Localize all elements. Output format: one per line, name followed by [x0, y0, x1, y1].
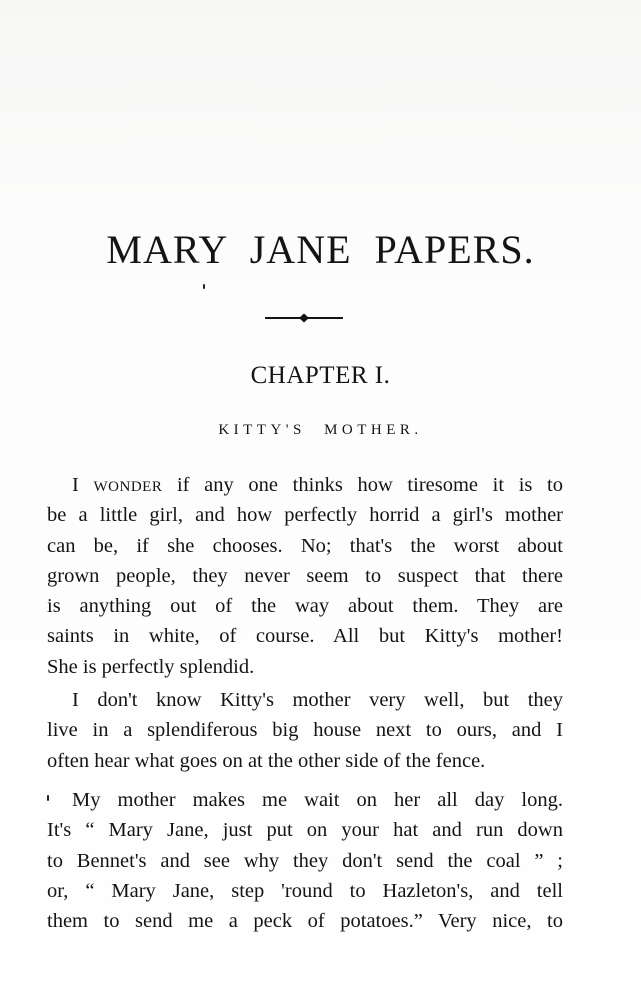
- text-line: I don't know Kitty's mother very well, but they: [72, 689, 563, 711]
- chapter-heading: CHAPTER I.: [250, 362, 391, 389]
- text-line: is anything out of the way about them. They are: [47, 595, 563, 618]
- paragraph-1: [47, 470, 563, 682]
- chapter-subtitle: KITTY'S MOTHER.: [218, 422, 423, 438]
- text-line: saints in white, of course. All but Kitty's mother!: [47, 625, 563, 648]
- paragraph-2: [47, 685, 563, 776]
- text-line: It's “ Mary Jane, just put on your hat and run down: [47, 819, 563, 842]
- text-line: can be, if she chooses. No; that's the worst about: [47, 534, 563, 557]
- text-line: be a little girl, and how perfectly horrid a girl's mother: [47, 504, 563, 527]
- drop-word: I: [72, 474, 79, 496]
- text-line: or, “ Mary Jane, step 'round to Hazleton's, and tell: [47, 879, 563, 902]
- small-caps-word: WONDER: [93, 479, 163, 495]
- book-title: MARY JANE PAPERS.: [106, 227, 535, 272]
- ink-speck: [47, 795, 49, 801]
- text-line: grown people, they never seem to suspect that there: [47, 564, 563, 587]
- ornament-divider: [265, 312, 343, 324]
- text-line: often hear what goes on at the other side of the fence.: [47, 749, 486, 772]
- text-line: to Bennet's and see why they don't send the coal ” ;: [47, 849, 563, 872]
- text-line: [47, 470, 563, 500]
- text-line: live in a splendiferous big house next to ours, and I: [47, 719, 563, 742]
- paragraph-3: [47, 785, 563, 936]
- text-line: My mother makes me wait on her all day long.: [72, 789, 563, 811]
- line-text: if any one thinks how tiresome it is to: [162, 474, 564, 496]
- text-line: She is perfectly splendid.: [47, 655, 255, 678]
- ink-speck: [203, 284, 205, 289]
- text-line: them to send me a peck of potatoes.” Very nice, to: [47, 910, 563, 933]
